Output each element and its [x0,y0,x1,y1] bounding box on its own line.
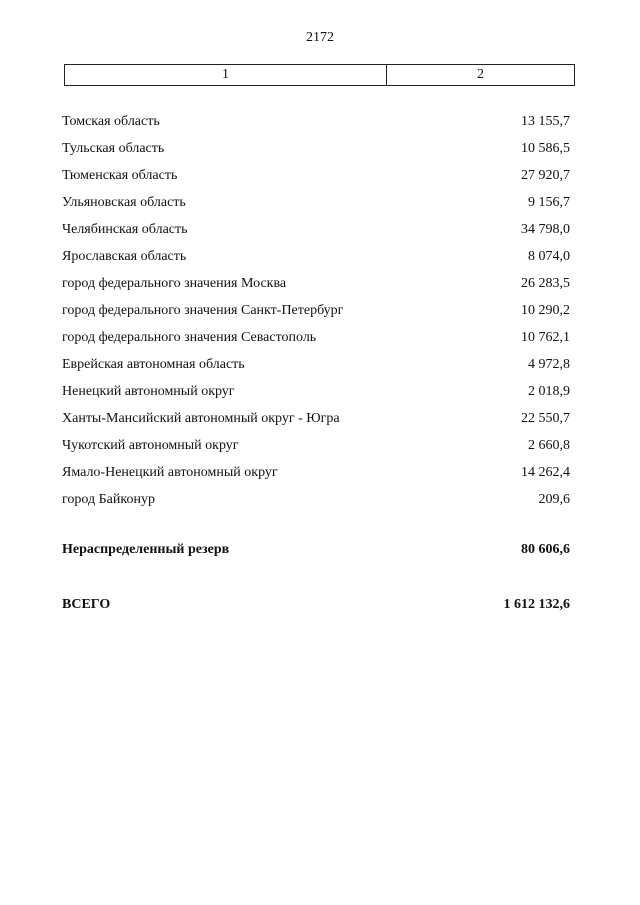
region-name: Челябинская область [62,221,188,237]
region-value: 8 074,0 [528,248,570,264]
total-row [62,597,570,613]
table-row [62,216,570,243]
region-name: Еврейская автономная область [62,356,245,372]
region-value: 22 550,7 [521,410,570,426]
column-header-1: 1 [65,65,387,85]
region-value: 2 660,8 [528,437,570,453]
total-value: 1 612 132,6 [503,597,570,612]
table-row [62,243,570,270]
reserve-label: Нераспределенный резерв [62,542,230,557]
region-name: город федерального значения Севастополь [62,329,317,345]
table-row [62,162,570,189]
region-name: город федерального значения Москва [62,275,287,291]
region-value: 209,6 [538,491,570,507]
region-name: город Байконур [62,491,155,507]
region-name: Чукотский автономный округ [62,437,239,453]
region-list [62,108,570,513]
region-value: 10 290,2 [521,302,570,318]
region-value: 4 972,8 [528,356,570,372]
region-name: Ярославская область [62,248,187,264]
table-row [62,297,570,324]
table-row [62,378,570,405]
region-value: 13 155,7 [521,113,570,129]
region-value: 10 586,5 [521,140,570,156]
region-value: 2 018,9 [528,383,570,399]
table-row [62,135,570,162]
reserve-value: 80 606,6 [521,542,570,557]
region-name: Ульяновская область [62,194,186,210]
region-name: Тульская область [62,140,165,156]
region-value: 34 798,0 [521,221,570,237]
table-row [62,486,570,513]
table-row [62,459,570,486]
region-name: Томская область [62,113,160,129]
region-value: 9 156,7 [528,194,570,210]
table-row [62,324,570,351]
region-name: город федерального значения Санкт-Петербург [62,302,344,318]
region-name: Ямало-Ненецкий автономный округ [62,464,278,480]
table-row [62,351,570,378]
reserve-row [62,542,570,558]
region-name: Ненецкий автономный округ [62,383,235,399]
page-number: 2172 [306,30,334,45]
region-name: Ханты-Мансийский автономный округ - Югра [62,410,340,426]
column-header-2: 2 [477,67,484,82]
region-value: 10 762,1 [521,329,570,345]
table-header [64,64,575,86]
table-row [62,405,570,432]
region-name: Тюменская область [62,167,178,183]
table-row [62,432,570,459]
region-value: 26 283,5 [521,275,570,291]
table-row [62,108,570,135]
total-label: ВСЕГО [62,597,111,612]
region-value: 27 920,7 [521,167,570,183]
table-row [62,270,570,297]
table-row [62,189,570,216]
region-value: 14 262,4 [521,464,570,480]
